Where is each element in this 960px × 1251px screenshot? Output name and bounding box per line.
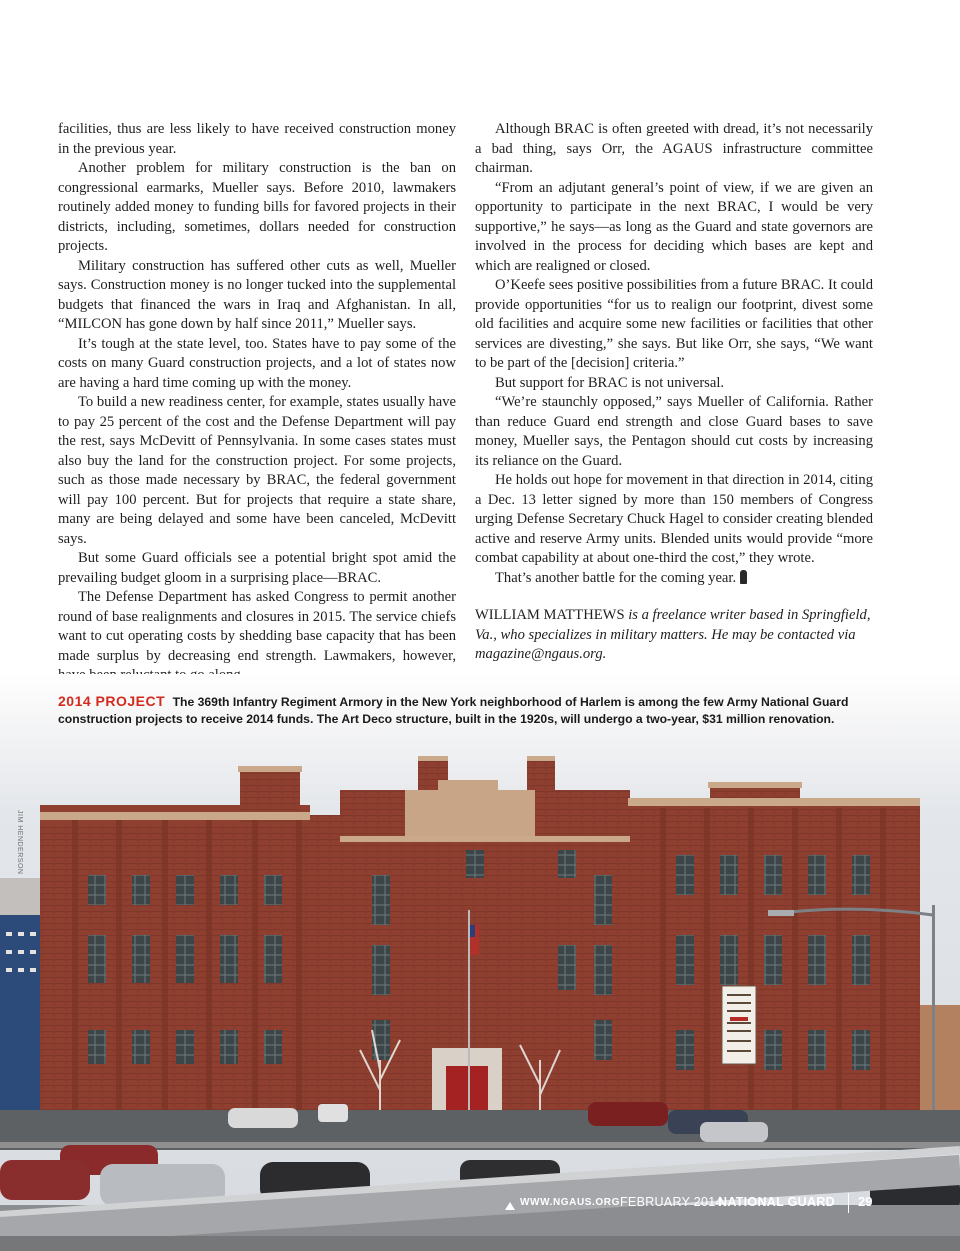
caption-tag: 2014 PROJECT <box>58 693 166 709</box>
paragraph: Military construction has suffered other cuts as well, Mueller says. Construction money is no longer tucked into the supplemental budgets that financed the wars in Iraq and Afghanistan. In all, “MILCON has gone down by half since 2011,” Mueller says. <box>58 257 456 332</box>
paragraph: “We’re staunchly opposed,” says Mueller of California. Rather than reduce Guard end strength and close Guard bases to save money, Mueller says, the Pentagon should cut costs by increasing its reliance on the Guard. <box>475 394 873 469</box>
paragraph: “From an adjutant general’s point of view, if we are given an opportunity to participate in the next BRAC, I would be very supportive,” he says—as long as the Guard and state governors are involved in the process for deciding which bases are kept and which are realigned or closed. <box>475 179 873 274</box>
footer-magazine-title: NATIONAL GUARD <box>718 1195 835 1209</box>
footer-divider <box>848 1193 849 1213</box>
paragraph: O’Keefe sees positive possibilities from a future BRAC. It could provide opportunities “for us to realign our footprint, divest some old facilities and acquire some new facilities or facilities that other services are divesting,” she says. But like Orr, she says, “We want to be part of the [decision] criteria.” <box>475 277 873 371</box>
paragraph: Another problem for military construction is the ban on congressional earmarks, Mueller says. Before 2010, lawmakers routinely added money to funding bills for favored projects in their districts, including, sometimes, dollars needed for construction projects. <box>58 160 456 254</box>
armory-illustration <box>0 674 960 1251</box>
page-footer <box>500 1193 960 1217</box>
ngaus-logo-icon <box>504 1198 516 1216</box>
author-description: is a freelance writer based in Springfield, Va., who specializes in military matters. He may be contacted via magazine@ngaus.org. <box>475 607 871 662</box>
paragraph: It’s tough at the state level, too. States have to pay some of the costs on many Guard construction projects, and a lot of states now are having a hard time coming up with the money. <box>58 335 456 391</box>
paragraph: But support for BRAC is not universal. <box>495 374 725 391</box>
paragraph: facilities, thus are less likely to have received construction money in the previous year. <box>58 121 456 157</box>
paragraph: The Defense Department has asked Congress to permit another round of base realignments and closures in 2015. The service chiefs want to cut operating costs by shedding base capacity that has been made surplus by decreasing end strength. Lawmakers, however, <box>58 589 456 664</box>
article-column-left <box>58 120 456 686</box>
paragraph-text: That’s another battle for the coming year. <box>495 569 737 586</box>
footer-url[interactable]: WWW.NGAUS.ORG <box>520 1197 621 1208</box>
paragraph: Although BRAC is often greeted with dread, it’s not necessarily a bad thing, says Orr, the AGAUS infrastructure committee chairman. <box>475 121 873 176</box>
paragraph: He holds out hope for movement in that direction in 2014, citing a Dec. 13 letter signed by more than 150 members of Congress urging Defense Secretary Chuck Hagel to consider creating blended active and reserve Army units. Blended units would provide “more combat capability at about one-third the cost,” they wrote. <box>475 472 873 566</box>
end-mark-icon <box>740 570 747 584</box>
author-bio <box>475 606 873 665</box>
footer-date: FEBRUARY 2014 <box>620 1195 723 1209</box>
photo-credit: JIM HENDERSON <box>16 810 23 875</box>
armory-photo <box>0 674 960 1251</box>
caption-text: The 369th Infantry Regiment Armory in the New York neighborhood of Harlem is among the few Army National Guard construction projects to receive 2014 funds. The Art Deco structure, built in the 1920s, will undergo a two-year, $31 million renovation. <box>58 695 849 726</box>
paragraph: To build a new readiness center, for example, states usually have to pay 25 percent of the cost and the Defense Department will pay the rest, says McDevitt of Pennsylvania. In some cases states must also buy the land for the construction project. For some projects, such as those made necessary by BRAC, the federal government will pay 100 percent. But for projects that require a state share, many are being delayed and some have been canceled, McDevitt says. <box>58 394 456 547</box>
article-column-right <box>475 120 873 665</box>
author-name: WILLIAM MATTHEWS <box>475 607 625 623</box>
page-number: 29 <box>858 1194 873 1209</box>
paragraph: But some Guard officials see a potential bright spot amid the prevailing budget gloom in a surprising place—BRAC. <box>58 550 456 586</box>
closing-paragraph <box>475 569 873 589</box>
photo-caption <box>58 693 888 728</box>
